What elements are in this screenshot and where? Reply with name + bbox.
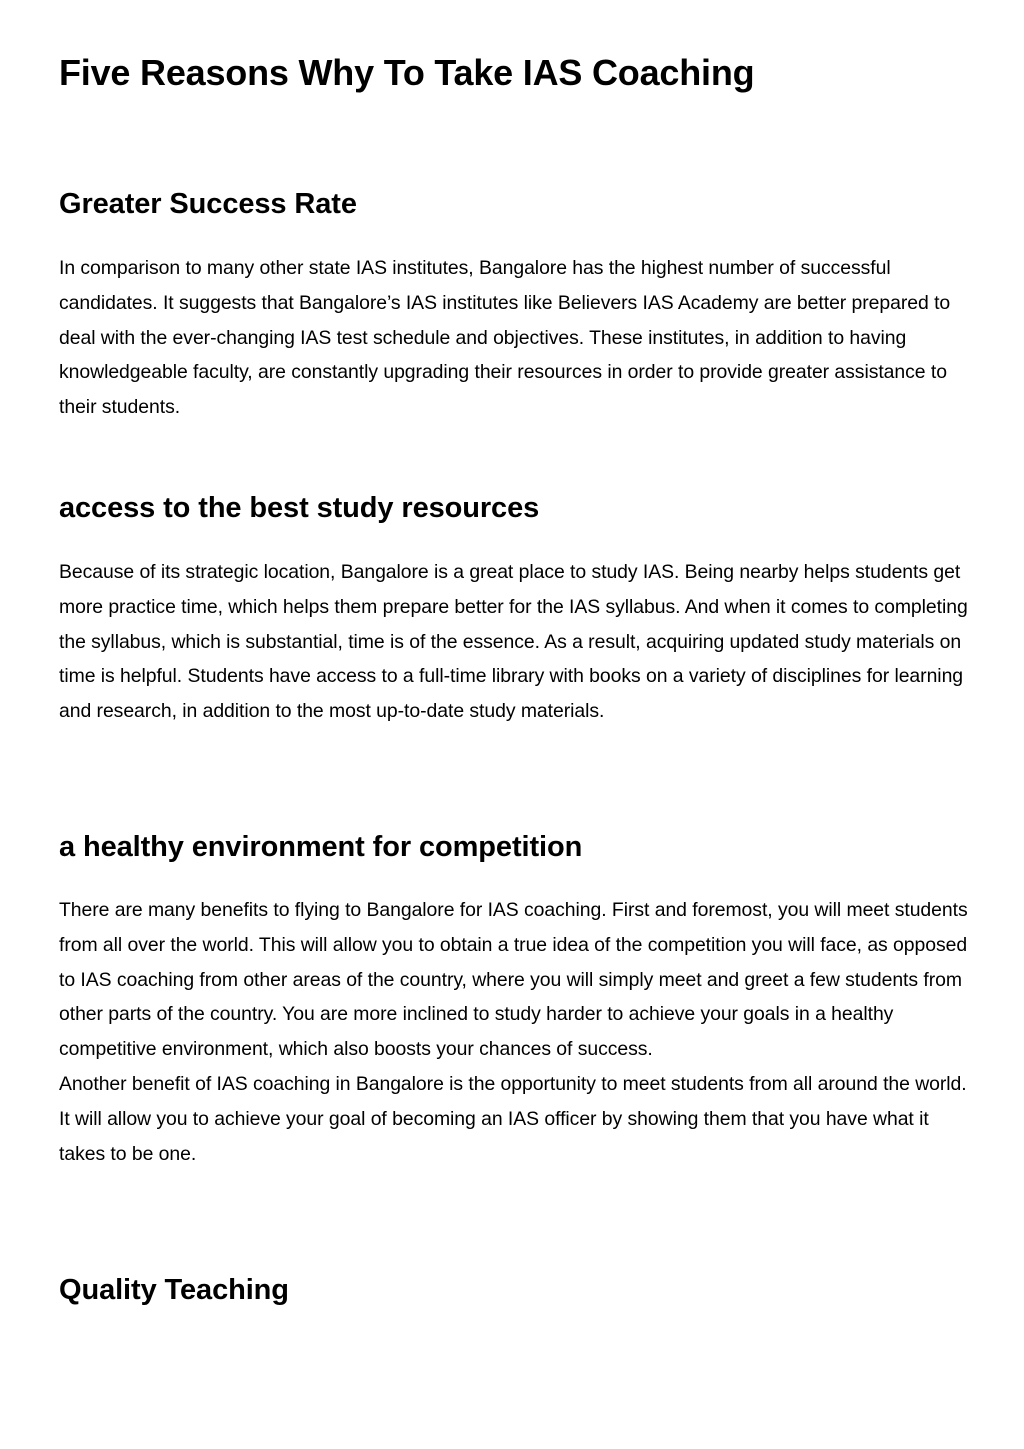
section-heading-quality-teaching: Quality Teaching	[59, 1274, 289, 1306]
paragraph-text: Because of its strategic location, Bangalore is a great place to study IAS. Being nearby helps students get more practice time, which helps them prepare better for the IAS syllabus. And when it comes to completing the syllabus, which is substantial, time is of the essence. As a result, acquiring updated study materials on time is helpful. Students have access to a full-time library with books on a variety of disciplines for learning and research, in addition to the most up-to-date study materials.	[59, 561, 968, 723]
paragraph-text: In comparison to many other state IAS institutes, Bangalore has the highest number of successful candidates. It suggests that Bangalore’s IAS institutes like Believers IAS Academy are better prepared to deal with the ever-changing IAS test schedule and objectives. These institutes, in addition to having knowledgeable faculty, are constantly upgrading their resources in order to provide greater assistance to their students.	[59, 257, 951, 419]
section-paragraph-greater-success-rate	[59, 251, 974, 425]
section-heading-study-resources: access to the best study resources	[59, 492, 540, 524]
section-paragraph-study-resources	[59, 555, 974, 729]
page-title: Five Reasons Why To Take IAS Coaching	[59, 52, 755, 93]
section-heading-greater-success-rate: Greater Success Rate	[59, 188, 357, 220]
paragraph-text: There are many benefits to flying to Bangalore for IAS coaching. First and foremost, you will meet students from all over the world. This will allow you to obtain a true idea of the competition you will face, as opposed to IAS coaching from other areas of the country, where you will simply meet and greet a few students from other parts of the country. You are more inclined to study harder to achieve your goals in a healthy competitive environment, which also boosts your chances of success.	[59, 899, 968, 1061]
paragraph-text: Another benefit of IAS coaching in Bangalore is the opportunity to meet students from all around the world. It will allow you to achieve your goal of becoming an IAS officer by showing them that you have what it takes to be one.	[59, 1072, 967, 1165]
section-paragraph-competition	[59, 893, 974, 1171]
section-heading-competition: a healthy environment for competition	[59, 831, 583, 863]
